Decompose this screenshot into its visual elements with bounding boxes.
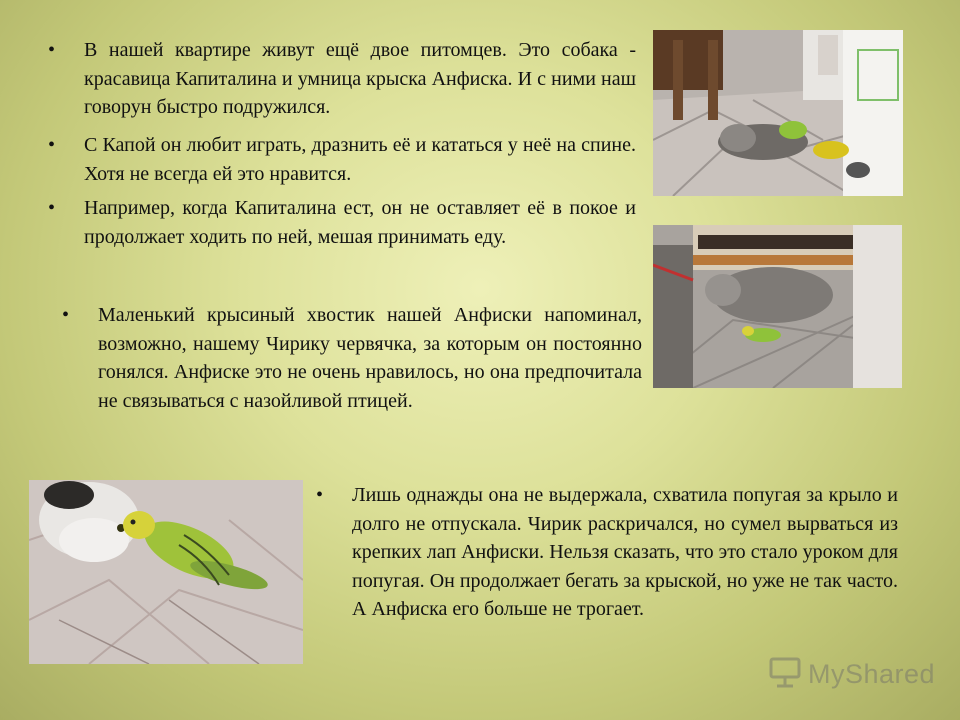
paragraph-eating: • Например, когда Капиталина ест, он не оставляет её в покое и продолжает ходить по ней, мешая принимать еду. [84,194,636,251]
presentation-board-icon [768,655,802,694]
watermark [768,654,935,694]
paragraph-rat-tail: • Маленький крысиный хвостик нашей Анфиски напоминал, возможно, нашему Чирику червячка, за которым он постоянно гонялся. Анфиске это не очень нравилось, но она предпочитала не связываться с назойливой птицей. [98,301,642,415]
paragraph-playing: • С Капой он любит играть, дразнить её и кататься у неё на спине. Хотя не всегда ей это нравится. [84,131,636,188]
paragraph-rat-grab: • Лишь однажды она не выдержала, схватила попугая за крыло и долго не отпускала. Чирик раскричался, но сумел вырваться из крепких лап Анфиски. Нельзя сказать, что это стало уроком для попугая. Он продолжает бегать за крыской, но уже не так часто. А Анфиска его больше не трогает. [352,481,898,624]
rat-parrot-photo-icon [29,480,303,664]
dog-parrot-bowl-photo-icon [653,30,903,196]
paragraph-pets: • В нашей квартире живут ещё двое питомцев. Это собака - красавица Капиталина и умница крыска Анфиска. И с ними наш говорун быстро подружился. [84,36,636,122]
dog-resting-photo [653,225,902,388]
rat-parrot-photo [29,480,303,664]
watermark-text: MyShared [808,658,936,689]
dog-parrot-floor-photo-icon [653,225,902,388]
dog-eating-photo [653,30,903,196]
